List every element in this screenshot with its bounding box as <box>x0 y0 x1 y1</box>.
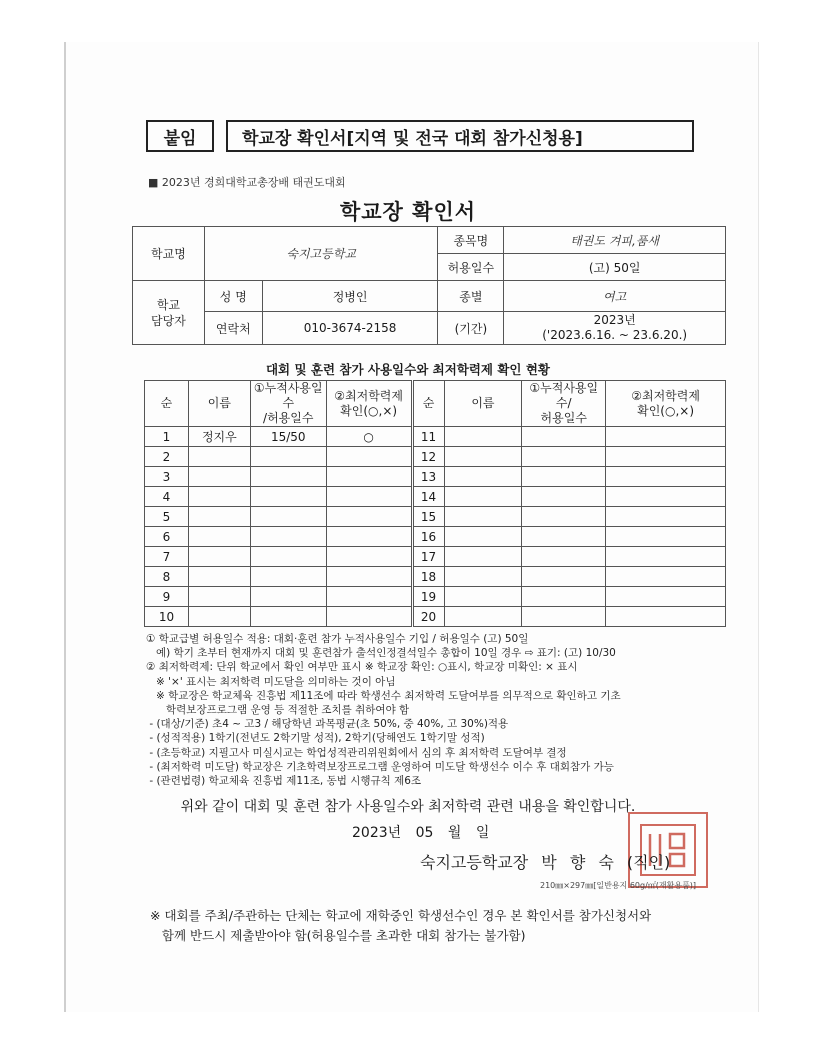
table-cell <box>326 487 412 507</box>
table-cell <box>444 487 522 507</box>
table-cell <box>188 487 250 507</box>
table-cell <box>250 567 326 587</box>
table-cell: 14 <box>412 487 444 507</box>
table-cell <box>326 527 412 547</box>
table-row <box>145 527 726 547</box>
note-line: - (최저학력 미도달) 학교장은 기초학력보장프로그램 운영하여 미도달 학생선수 이수 후 대회참가 가능 <box>146 760 614 773</box>
header-min-academic-2: ②최저학력제 확인(○,×) <box>606 381 726 427</box>
table-cell: 12 <box>412 447 444 467</box>
table-row <box>145 587 726 607</box>
contact-value: 010-3674-2158 <box>262 312 438 345</box>
header-days-2: ①누적사용일수/ 허용일수 <box>522 381 606 427</box>
notes <box>146 632 726 788</box>
header-no-2: 순 <box>412 381 444 427</box>
table-cell <box>606 607 726 627</box>
note-line: - (초등학교) 지필고사 미실시교는 학업성적관리위원회에서 심의 후 최저학력 도달여부 결정 <box>146 746 567 759</box>
header-no: 순 <box>145 381 189 427</box>
table-cell <box>188 507 250 527</box>
name-label: 성 명 <box>204 281 262 312</box>
table-cell <box>188 567 250 587</box>
table-cell: 7 <box>145 547 189 567</box>
table-cell <box>444 427 522 447</box>
name-value: 정병인 <box>262 281 438 312</box>
table-cell <box>606 527 726 547</box>
table-cell <box>444 527 522 547</box>
table-cell: 17 <box>412 547 444 567</box>
table-cell: 19 <box>412 587 444 607</box>
table-cell <box>606 467 726 487</box>
table-cell <box>250 507 326 527</box>
allowed-days-value: (고) 50일 <box>504 254 726 281</box>
table-cell <box>522 547 606 567</box>
table-cell <box>444 607 522 627</box>
issue-date: 2023년 05 월 일 <box>352 825 490 841</box>
footnote <box>150 906 710 946</box>
table-cell: 6 <box>145 527 189 547</box>
table-cell <box>606 447 726 467</box>
table-cell <box>606 587 726 607</box>
table-cell: 8 <box>145 567 189 587</box>
school-value: 숙지고등학교 <box>204 227 438 281</box>
table-cell <box>250 547 326 567</box>
table-cell <box>522 427 606 447</box>
period-value <box>504 312 726 345</box>
event-type-label: 종목명 <box>438 227 504 254</box>
event-type-value: 태권도 겨피,품새 <box>504 227 726 254</box>
manager-label: 학교 담당자 <box>133 281 205 345</box>
table-cell <box>250 607 326 627</box>
period-label: (기간) <box>438 312 504 345</box>
table-cell <box>444 447 522 467</box>
table-cell <box>606 507 726 527</box>
header-min-academic: ②최저학력제 확인(○,×) <box>326 381 412 427</box>
header-days: ①누적사용일수 /허용일수 <box>250 381 326 427</box>
table-row <box>145 567 726 587</box>
allowed-days-label: 허용일수 <box>438 254 504 281</box>
table-cell: 5 <box>145 507 189 527</box>
table-row <box>145 507 726 527</box>
note-line: ※ '×' 표시는 최저학력 미도달을 의미하는 것이 아님 <box>146 675 396 688</box>
table-cell <box>444 507 522 527</box>
confirmation-statement: 위와 같이 대회 및 훈련 참가 사용일수와 최저학력 관련 내용을 확인합니다. <box>180 799 636 815</box>
note-line: - (성적적용) 1학기(전년도 2학기말 성적), 2학기(당해연도 1학기말 성적) <box>146 732 485 745</box>
period-year: 2023년 <box>593 313 636 327</box>
table-cell <box>326 447 412 467</box>
table-cell: 16 <box>412 527 444 547</box>
note-line: ② 최저학력제: 단위 학교에서 확인 여부만 표시 ※ 학교장 확인: ○표시, 학교장 미확인: × 표시 <box>146 661 578 674</box>
table-cell <box>522 527 606 547</box>
table-cell <box>250 487 326 507</box>
table-cell <box>250 587 326 607</box>
table-row <box>145 467 726 487</box>
table-cell <box>188 547 250 567</box>
table-cell: 9 <box>145 587 189 607</box>
attachment-tag: 붙임 <box>146 120 214 152</box>
table-cell <box>188 607 250 627</box>
table-cell: 2 <box>145 447 189 467</box>
table-cell <box>444 567 522 587</box>
document-title: 학교장 확인서 <box>339 200 477 224</box>
table-title: 대회 및 훈련 참가 사용일수와 최저학력제 확인 현황 <box>265 362 551 377</box>
footnote-line: ※ 대회를 주최/주관하는 단체는 학교에 재학중인 학생선수인 경우 본 확인서를 참가신청서와 <box>150 908 652 923</box>
table-cell <box>326 567 412 587</box>
table-cell: ○ <box>326 427 412 447</box>
table-cell: 3 <box>145 467 189 487</box>
table-cell: 18 <box>412 567 444 587</box>
header-name: 이름 <box>188 381 250 427</box>
table-cell <box>444 587 522 607</box>
table-cell <box>606 427 726 447</box>
table-row <box>145 487 726 507</box>
table-cell <box>188 527 250 547</box>
table-cell <box>522 587 606 607</box>
table-cell <box>188 467 250 487</box>
period-range: ('2023.6.16. ~ 23.6.20.) <box>542 328 688 342</box>
table-cell: 13 <box>412 467 444 487</box>
event-name: ■ 2023년 경희대학교총장배 태권도대회 <box>148 176 346 189</box>
table-cell <box>326 607 412 627</box>
table-cell <box>444 547 522 567</box>
table-cell <box>522 607 606 627</box>
contact-label: 연락처 <box>204 312 262 345</box>
table-cell: 15 <box>412 507 444 527</box>
table-cell: 20 <box>412 607 444 627</box>
category-label: 종별 <box>438 281 504 312</box>
table-cell: 정지우 <box>188 427 250 447</box>
table-row <box>145 427 726 447</box>
info-table <box>132 226 726 345</box>
table-cell <box>522 487 606 507</box>
table-row <box>145 607 726 627</box>
table-cell <box>606 487 726 507</box>
note-line: - (관련법령) 학교체육 진흥법 제11조, 동법 시행규칙 제6조 <box>146 775 422 788</box>
table-cell <box>250 527 326 547</box>
table-cell <box>522 467 606 487</box>
table-cell <box>606 547 726 567</box>
note-line: 예) 학기 초부터 현재까지 대회 및 훈련참가 출석인정결석일수 총합이 10일 경우 ⇨ 표기: (고) 10/30 <box>146 647 616 660</box>
category-value: 여고 <box>504 281 726 312</box>
table-cell <box>326 547 412 567</box>
header-name-2: 이름 <box>444 381 522 427</box>
table-cell <box>326 507 412 527</box>
table-cell <box>188 587 250 607</box>
note-line: ※ 학교장은 학교체육 진흥법 제11조에 따라 학생선수 최저학력 도달여부를 의무적으로 확인하고 기초 <box>146 689 621 702</box>
table-cell <box>522 507 606 527</box>
table-cell: 10 <box>145 607 189 627</box>
table-cell <box>250 447 326 467</box>
note-line: - (대상/기준) 초4 ~ 고3 / 해당학년 과목평균(초 50%, 중 40%, 고 30%)적용 <box>146 718 509 731</box>
note-line: 학력보장프로그램 운영 등 적절한 조치를 취하여야 함 <box>146 704 410 717</box>
table-cell: 15/50 <box>250 427 326 447</box>
table-row <box>145 547 726 567</box>
school-label: 학교명 <box>133 227 205 281</box>
table-cell <box>326 587 412 607</box>
table-cell: 11 <box>412 427 444 447</box>
paper-spec: 210㎜×297㎜[일반용지 60g/㎡(재활용품)] <box>540 881 697 890</box>
footnote-line: 함께 반드시 제출받아야 함(허용일수를 초과한 대회 참가는 불가함) <box>150 928 526 943</box>
table-cell <box>188 447 250 467</box>
table-row <box>145 447 726 467</box>
table-cell <box>522 567 606 587</box>
table-cell <box>606 567 726 587</box>
table-cell <box>250 467 326 487</box>
table-cell: 4 <box>145 487 189 507</box>
status-table-header <box>145 381 726 427</box>
table-cell <box>444 467 522 487</box>
table-cell <box>522 447 606 467</box>
form-header-title: 학교장 확인서[지역 및 전국 대회 참가신청용] <box>226 120 694 152</box>
principal-signature: 숙지고등학교장 박 향 숙 (직인) <box>420 853 671 872</box>
note-line: ① 학교급별 허용일수 적용: 대회·훈련 참가 누적사용일수 기입 / 허용일수 (고) 50일 <box>146 633 529 645</box>
table-cell <box>326 467 412 487</box>
table-cell: 1 <box>145 427 189 447</box>
status-table <box>144 380 726 627</box>
